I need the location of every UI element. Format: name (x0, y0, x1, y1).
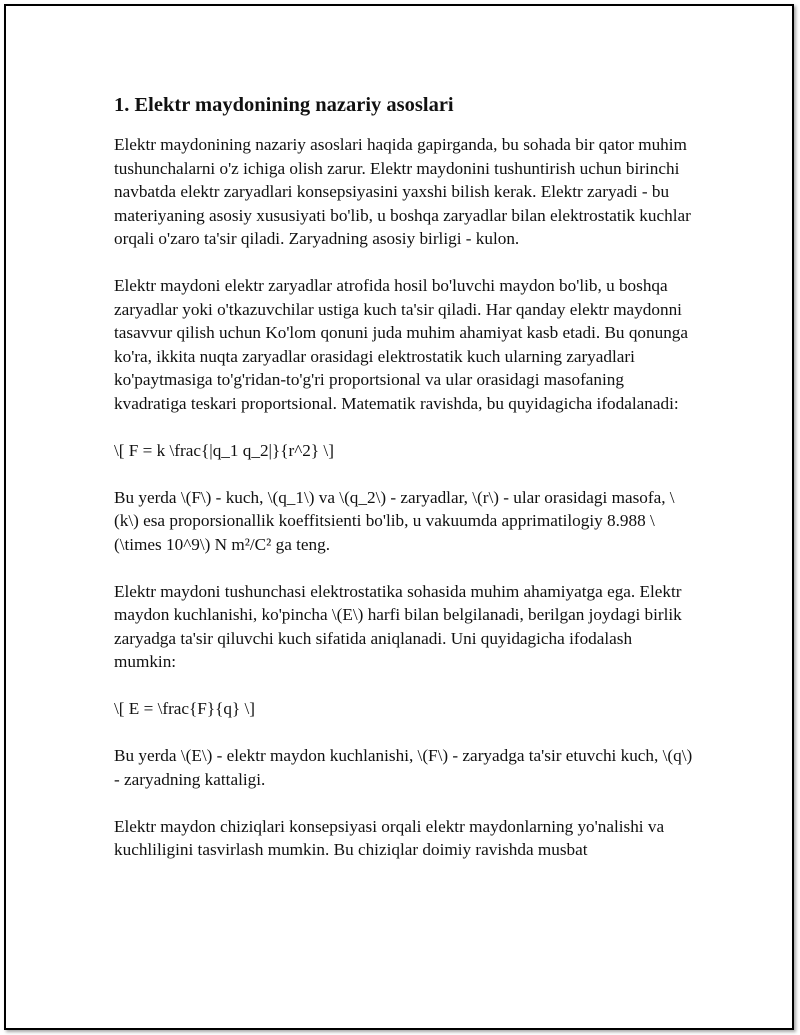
paragraph-field-strength: Elektr maydoni tushunchasi elektrostatika sohasida muhim ahamiyatga ega. Elektr maydon kuchlanishi, ko'pincha \(E\) harfi bilan belgilanadi, berilgan joydagi birlik zaryadga ta'sir qiluvchi kuch sifatida aniqlanadi. Uni quyidagicha ifodalash mumkin: (114, 581, 682, 671)
paragraph-field-variables: Bu yerda \(E\) - elektr maydon kuchlanishi, \(F\) - zaryadga ta'sir etuvchi kuch, \(q\) - zaryadning kattaligi. (114, 746, 693, 789)
document-content (114, 90, 694, 885)
paragraph-field-lines: Elektr maydon chiziqlari konsepsiyasi orqali elektr maydonlarning yo'nalishi va kuchliligini tasvirlash mumkin. Bu chiziqlar doimiy ravishda musbat (114, 816, 665, 859)
paragraph-coulomb-variables: Bu yerda \(F\) - kuch, \(q_1\) va \(q_2\) - zaryadlar, \(r\) - ular orasidagi masofa, \(k\) esa proporsionallik koeffitsienti bo'lib, u vakuumda apprimatilogiy 8.988 \(\times 10^9\) N m²/C² ga teng. (114, 487, 675, 554)
paragraph-coulomb-law: Elektr maydoni elektr zaryadlar atrofida hosil bo'luvchi maydon bo'lib, u boshqa zaryadlar yoki o'tkazuvchilar ustiga kuch ta'sir qiladi. Har qanday elektr maydonni tasavvur qilish uchun Ko'lom qonuni juda muhim ahamiyat kasb etadi. Bu qonunga ko'ra, ikkita nuqta zaryadlar orasidagi elektrostatik kuch ularning zaryadlari ko'paytmasiga to'g'ridan-to'g'ri proportsional va ular orasidagi masofaning kvadratiga teskari proportsional. Matematik ravishda, bu quyidagicha ifodalanadi: (114, 276, 689, 413)
formula-field-strength: \[ E = \frac{F}{q} \] (114, 699, 256, 718)
section-heading: 1. Elektr maydonining nazariy asoslari (114, 94, 454, 116)
formula-coulomb: \[ F = k \frac{|q_1 q_2|}{r^2} \] (114, 440, 334, 460)
paragraph-electric-charge: Elektr maydonining nazariy asoslari haqida gapirganda, bu sohada bir qator muhim tushunchalarni o'z ichiga olish zarur. Elektr maydonini tushuntirish uchun birinchi navbatda elektr zaryadlari konsepsiyasini yaxshi bilish kerak. Elektr zaryadi - bu materiyaning asosiy xususiyati bo'lib, u boshqa zaryadlar bilan elektrostatik kuchlar orqali o'zaro ta'sir qiladi. Zaryadning asosiy birligi - kulon. (114, 135, 691, 248)
